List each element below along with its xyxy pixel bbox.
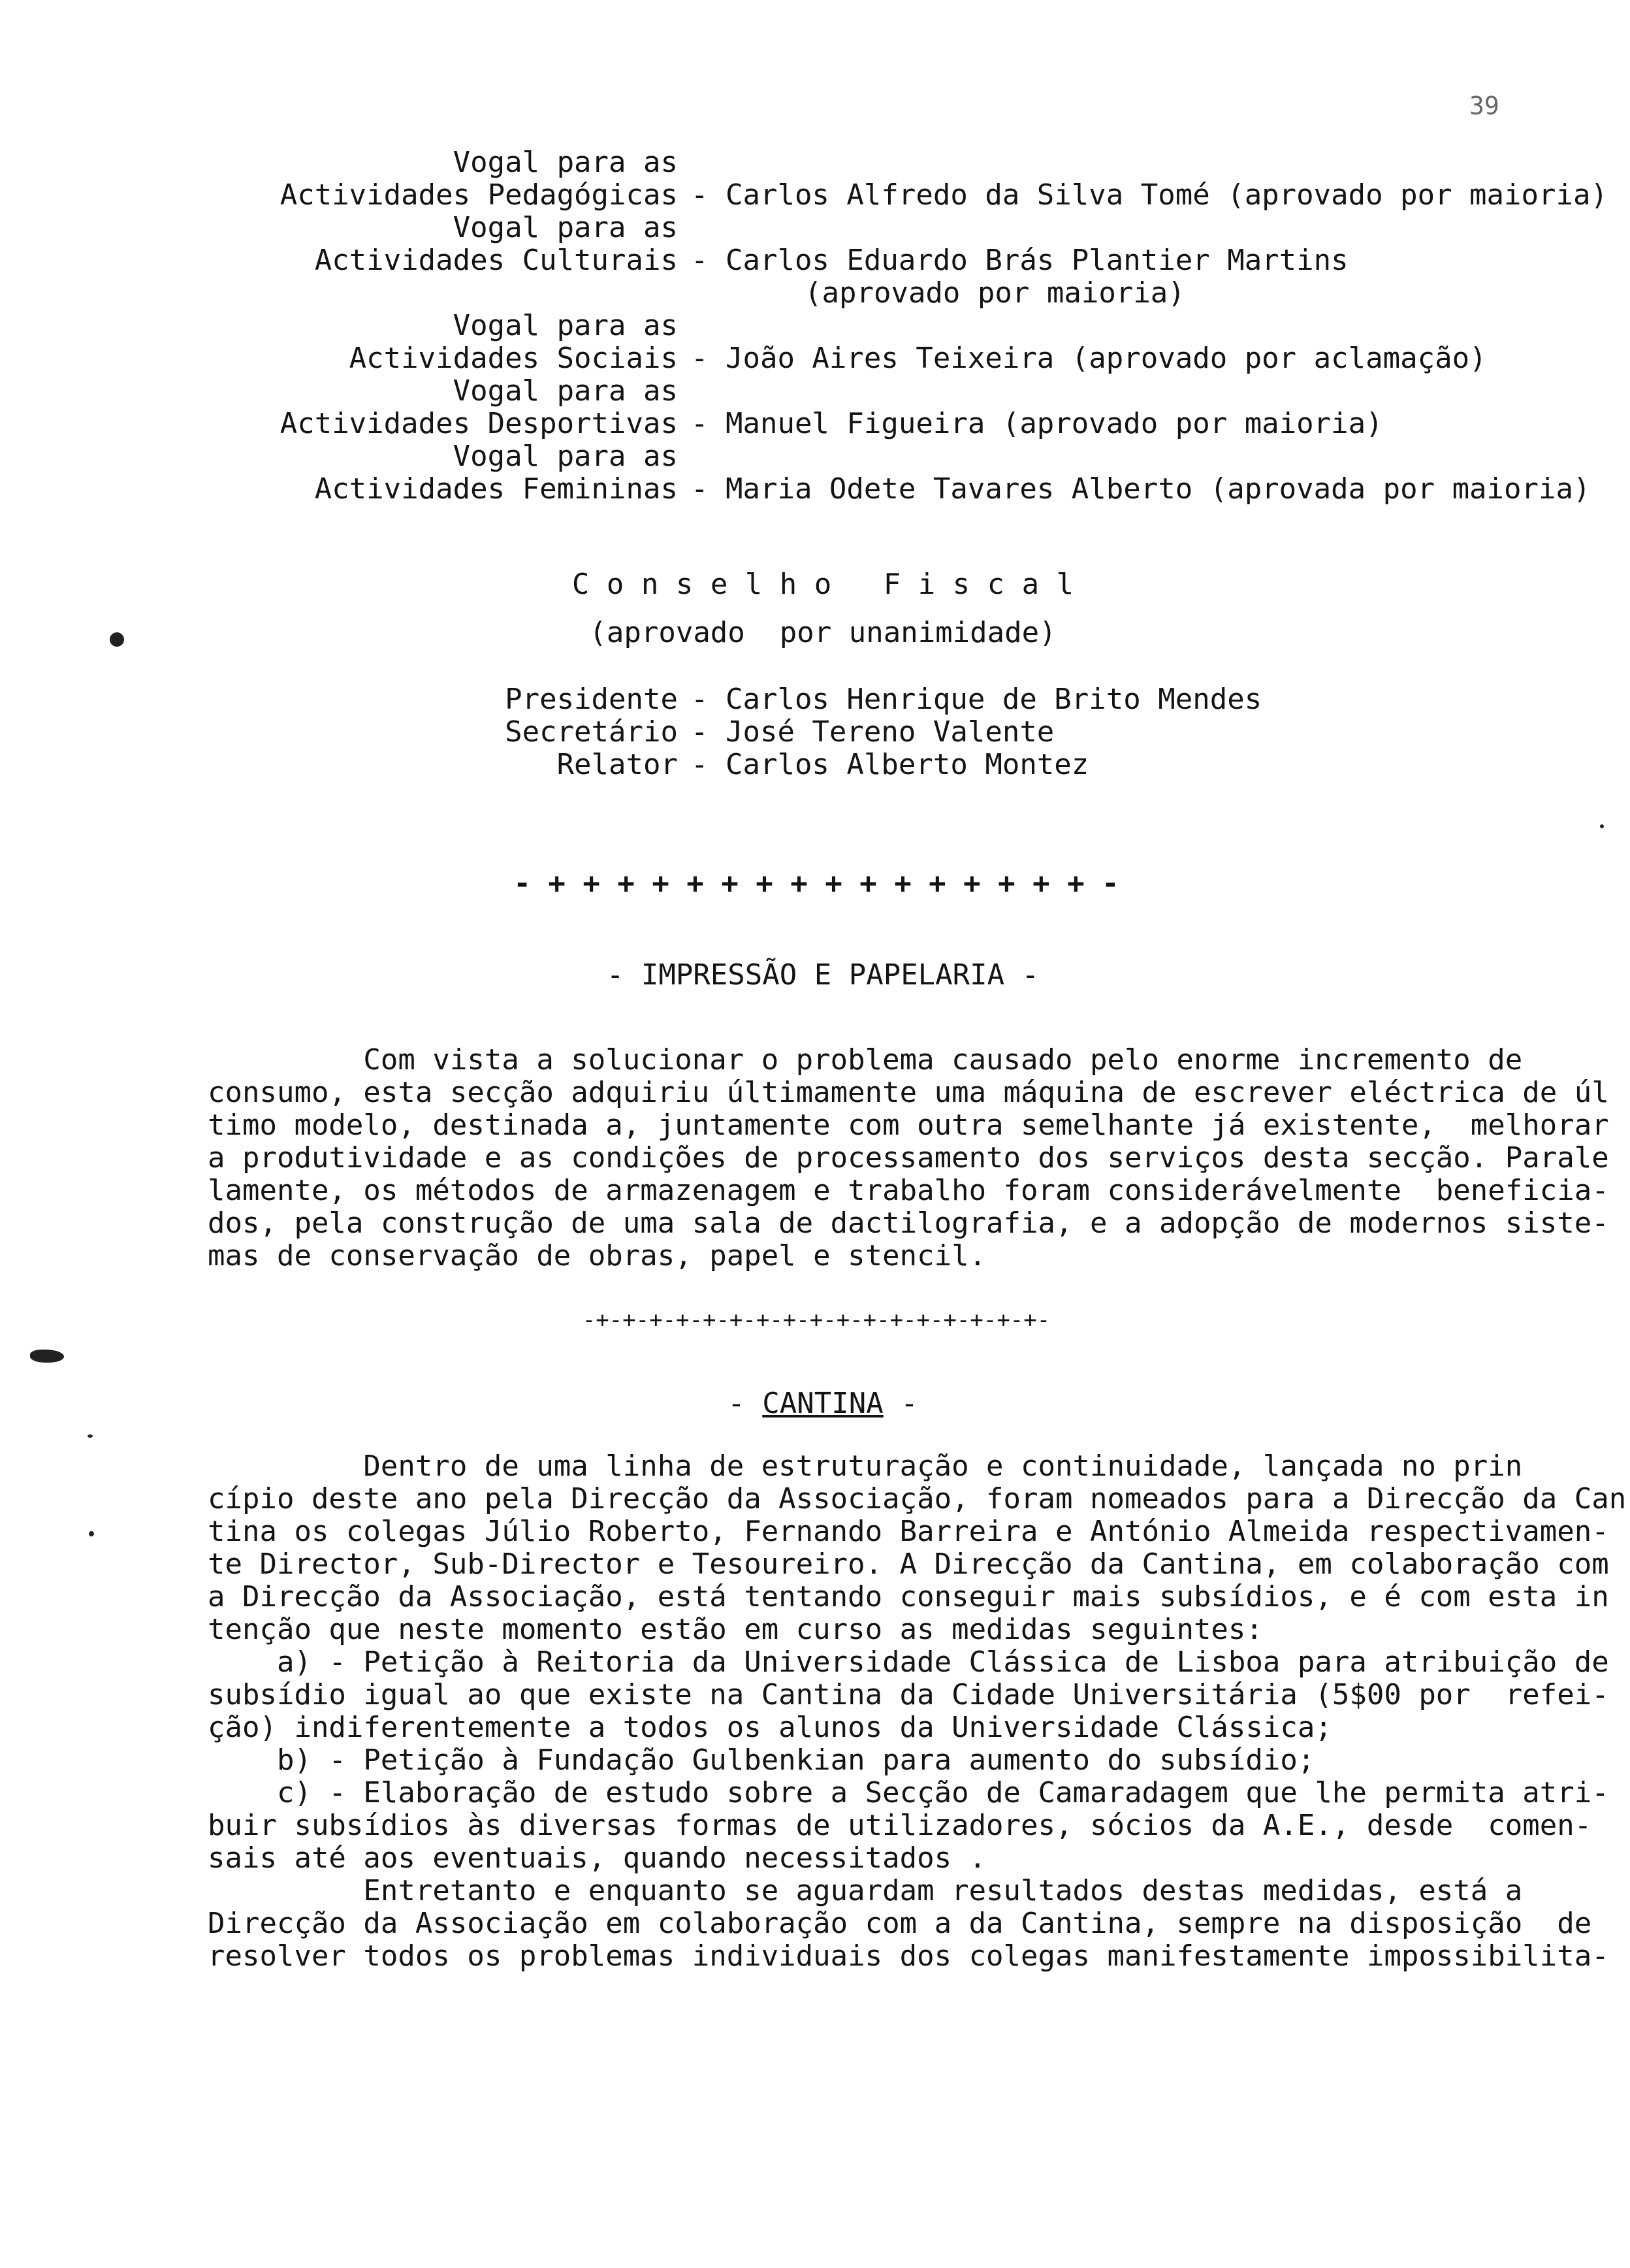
fiscal-role-secretary: Secretário: [505, 715, 678, 749]
cantina-line: Dentro de uma linha de estruturação e continuidade, lançada no prin: [208, 1450, 1523, 1483]
impressao-line: a produtividade e as condições de processamento dos serviços desta secção. Parale: [208, 1141, 1609, 1174]
impressao-line: consumo, esta secção adquiriu últimamente uma máquina de escrever eléctrica de úl: [208, 1076, 1609, 1109]
director-2-role-a: Vogal para as: [453, 211, 678, 244]
director-5-role-b: Actividades Femininas: [314, 472, 678, 506]
impressao-line: dos, pela construção de uma sala de dactilografia, e a adopção de modernos siste-: [208, 1207, 1609, 1240]
cantina-line: sais até aos eventuais, quando necessitados .: [208, 1841, 987, 1875]
cantina-line: cípio deste ano pela Direcção da Associação, foram nomeados para a Direcção da Can: [208, 1482, 1627, 1515]
director-5-text: - Maria Odete Tavares Alberto (aprovada por maioria): [691, 472, 1591, 506]
separator-2: -+-+-+-+-+-+-+-+-+-+-+-+-+-+-+-+-+-: [582, 1307, 1051, 1333]
cantina-line: tenção que neste momento estão em curso as medidas seguintes:: [208, 1613, 1263, 1646]
cantina-line: b) - Petição à Fundação Gulbenkian para aumento do subsídio;: [208, 1743, 1315, 1777]
cantina-heading-suffix: -: [883, 1387, 918, 1420]
cantina-line: tina os colegas Júlio Roberto, Fernando Barreira e António Almeida respectivamen-: [208, 1515, 1609, 1548]
cantina-heading-prefix: -: [727, 1387, 763, 1420]
director-5-role-a: Vogal para as: [453, 440, 678, 473]
scan-speck: [1600, 824, 1604, 828]
cantina-heading: [457, 1387, 1189, 1420]
scan-speck: [110, 632, 124, 647]
impressao-line: mas de conservação de obras, papel e stencil.: [208, 1239, 987, 1272]
impressao-line: Com vista a solucionar o problema causado pelo enorme incremento de: [208, 1043, 1523, 1077]
director-4-role-a: Vogal para as: [453, 374, 678, 408]
fiscal-name-president: - Carlos Henrique de Brito Mendes: [691, 683, 1262, 716]
director-1-text: - Carlos Alfredo da Silva Tomé (aprovado por maioria): [691, 178, 1608, 212]
scan-speck: [88, 1434, 93, 1438]
cantina-line: resolver todos os problemas individuais dos colegas manifestamente impossibilita-: [208, 1939, 1609, 1973]
cantina-line: Direcção da Associação em colaboração com a da Cantina, sempre na disposição de: [208, 1907, 1592, 1940]
cantina-line: Entretanto e enquanto se aguardam resultados destas medidas, está a: [208, 1874, 1523, 1907]
cantina-line: te Director, Sub-Director e Tesoureiro. A Direcção da Cantina, em colaboração com: [208, 1547, 1609, 1581]
director-4-role-b: Actividades Desportivas: [280, 407, 678, 440]
director-3-role-a: Vogal para as: [453, 309, 678, 342]
fiscal-subtitle: (aprovado por unanimidade): [589, 616, 1057, 649]
scan-speck: [30, 1350, 64, 1363]
director-2-text: - Carlos Eduardo Brás Plantier Martins: [691, 244, 1349, 277]
cantina-line: subsídio igual ao que existe na Cantina da Cidade Universitária (5$00 por refei-: [208, 1678, 1609, 1711]
director-1-role-b: Actividades Pedagógicas: [280, 178, 678, 212]
impressao-line: timo modelo, destinada a, juntamente com outra semelhante já existente, melhorar: [208, 1109, 1609, 1142]
fiscal-role-president: Presidente: [505, 683, 678, 716]
fiscal-role-relator: Relator: [556, 748, 678, 781]
director-3-text: - João Aires Teixeira (aprovado por aclamação): [691, 342, 1487, 375]
director-2-role-b: Actividades Culturais: [314, 244, 678, 277]
cantina-line: a Direcção da Associação, está tentando conseguir mais subsídios, e é com esta in: [208, 1580, 1609, 1613]
fiscal-name-relator: - Carlos Alberto Montez: [691, 748, 1089, 781]
director-3-role-b: Actividades Sociais: [349, 342, 678, 375]
cantina-line: buir subsídios às diversas formas de utilizadores, sócios da A.E., desde comen-: [208, 1809, 1592, 1842]
separator-1: - + + + + + + + + + + + + + + + + -: [513, 867, 1119, 900]
director-1-role-a: Vogal para as: [453, 146, 678, 179]
page-number: 39: [1469, 91, 1499, 120]
cantina-heading-word: CANTINA: [762, 1387, 884, 1420]
director-4-text: - Manuel Figueira (aprovado por maioria): [691, 407, 1383, 440]
fiscal-name-secretary: - José Tereno Valente: [691, 715, 1055, 749]
cantina-line: a) - Petição à Reitoria da Universidade Clássica de Lisboa para atribuição de: [208, 1645, 1609, 1679]
director-2-text2: (aprovado por maioria): [805, 276, 1185, 310]
impressao-heading: - IMPRESSÃO E PAPELARIA -: [606, 958, 1040, 992]
impressao-line: lamente, os métodos de armazenagem e trabalho foram considerávelmente beneficia-: [208, 1174, 1609, 1207]
fiscal-title: C o n s e l h o F i s c a l: [571, 568, 1074, 601]
cantina-line: ção) indiferentemente a todos os alunos da Universidade Clássica;: [208, 1711, 1332, 1744]
cantina-line: c) - Elaboração de estudo sobre a Secção de Camaradagem que lhe permita atri-: [208, 1776, 1609, 1809]
scan-speck: [89, 1531, 94, 1536]
